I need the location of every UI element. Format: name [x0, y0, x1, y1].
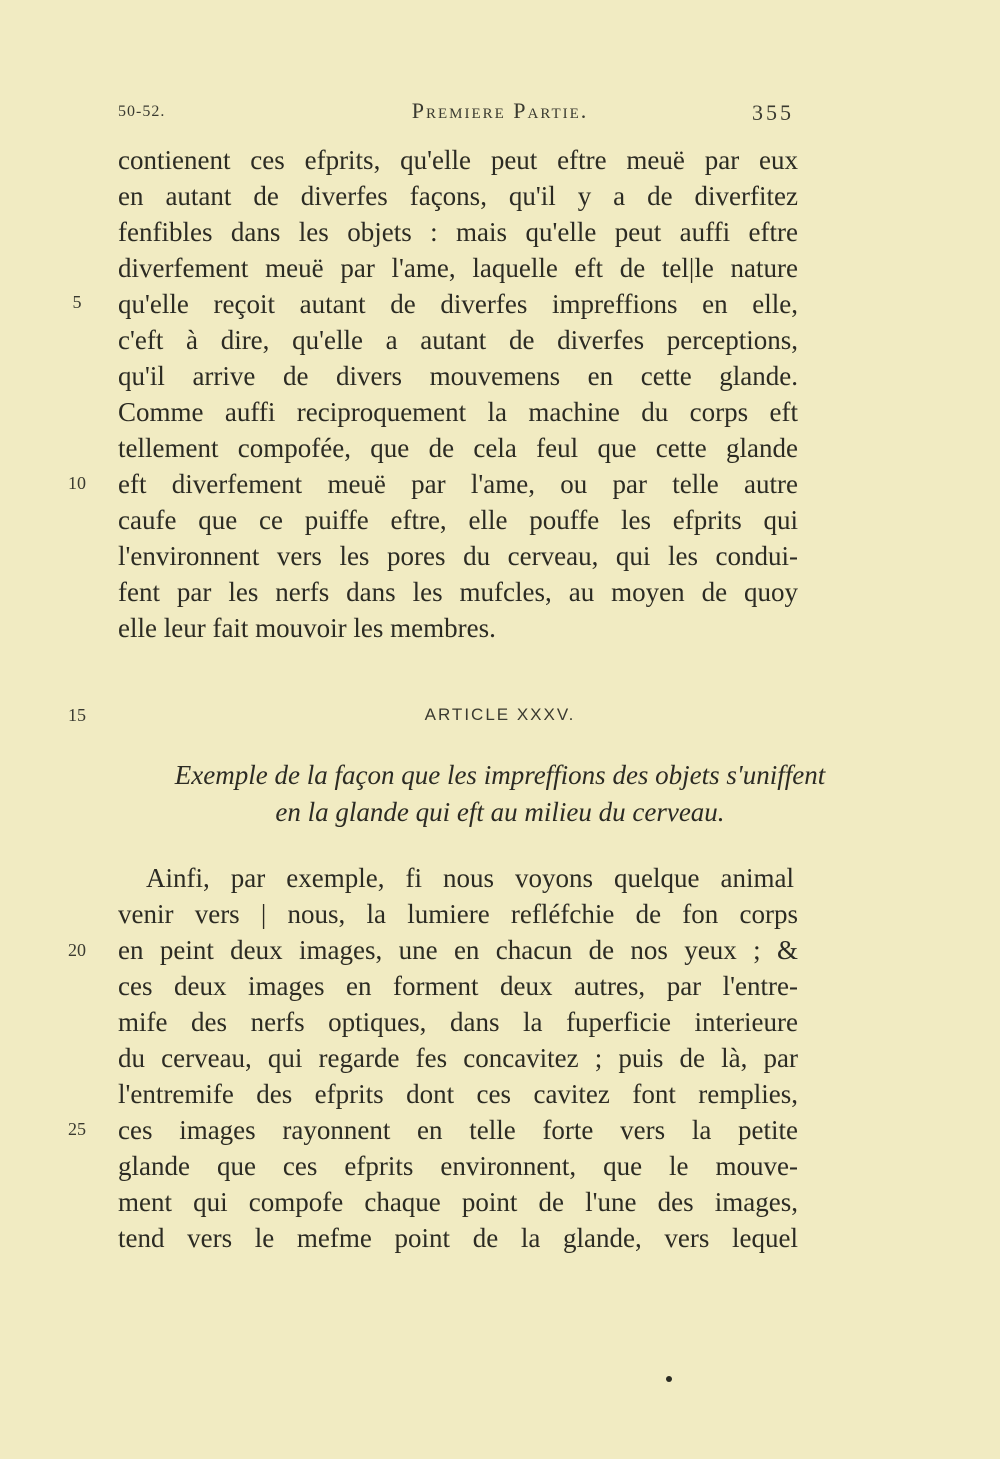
running-title: Premiere Partie. [411, 98, 589, 123]
header-range: 50-52. [118, 103, 166, 120]
text-line: Ainfi, par exemple, fi nous voyons quelque animal [146, 863, 794, 893]
line-number: 20 [68, 940, 86, 960]
text-line: tellement compofée, que de cela feul que cette glande [118, 433, 798, 463]
text-line: ces deux images en forment deux autres, par l'entre- [118, 971, 798, 1001]
text-line: qu'il arrive de divers mouvemens en cette glande. [118, 361, 798, 391]
text-line: qu'elle reçoit autant de diverfes impreffions en elle, [118, 289, 798, 319]
page-number: 355 [752, 100, 794, 125]
article-subtitle: en la glande qui eft au milieu du cerveau. [275, 797, 725, 827]
text-line: mife des nerfs optiques, dans la fuperficie interieure [118, 1007, 798, 1037]
line-number: 5 [72, 292, 82, 312]
text-line: fent par les nerfs dans les mufcles, au moyen de quoy [118, 577, 798, 607]
text-line: c'eft à dire, qu'elle a autant de diverfes perceptions, [118, 325, 798, 355]
text-line: l'environnent vers les pores du cerveau, qui les condui- [118, 541, 798, 571]
text-line: fenfibles dans les objets : mais qu'elle peut auffi eftre [118, 217, 798, 247]
text-line: du cerveau, qui regarde fes concavitez ; puis de là, par [118, 1043, 798, 1073]
text-line: eft diverfement meuë par l'ame, ou par telle autre [118, 469, 798, 499]
text-line: ces images rayonnent en telle forte vers la petite [118, 1115, 798, 1145]
text-line: en autant de diverfes façons, qu'il y a de diverfitez [118, 181, 798, 211]
text-line: ment qui compofe chaque point de l'une des images, [118, 1187, 798, 1217]
text-line: Comme auffi reciproquement la machine du corps eft [118, 397, 798, 427]
text-line: elle leur fait mouvoir les membres. [118, 613, 496, 643]
text-line: caufe que ce puiffe eftre, elle pouffe les efprits qui [118, 505, 798, 535]
text-line: en peint deux images, une en chacun de nos yeux ; & [118, 935, 798, 965]
line-number: 25 [68, 1119, 86, 1139]
text-line: tend vers le mefme point de la glande, vers lequel [118, 1223, 798, 1253]
text-line: contienent ces efprits, qu'elle peut eftre meuë par eux [118, 145, 798, 175]
ink-speck [666, 1376, 672, 1382]
text-line: diverfement meuë par l'ame, laquelle eft de tel|le nature [118, 253, 798, 283]
article-heading: ARTICLE XXXV. [424, 705, 576, 724]
line-number: 15 [68, 705, 86, 725]
text-line: l'entremife des efprits dont ces cavitez font remplies, [118, 1079, 798, 1109]
text-line: glande que ces efprits environnent, que le mouve- [118, 1151, 798, 1181]
article-subtitle: Exemple de la façon que les impreffions des objets s'uniffent [174, 760, 826, 790]
text-line: venir vers | nous, la lumiere refléfchie de fon corps [118, 899, 798, 929]
line-number: 10 [68, 473, 86, 493]
